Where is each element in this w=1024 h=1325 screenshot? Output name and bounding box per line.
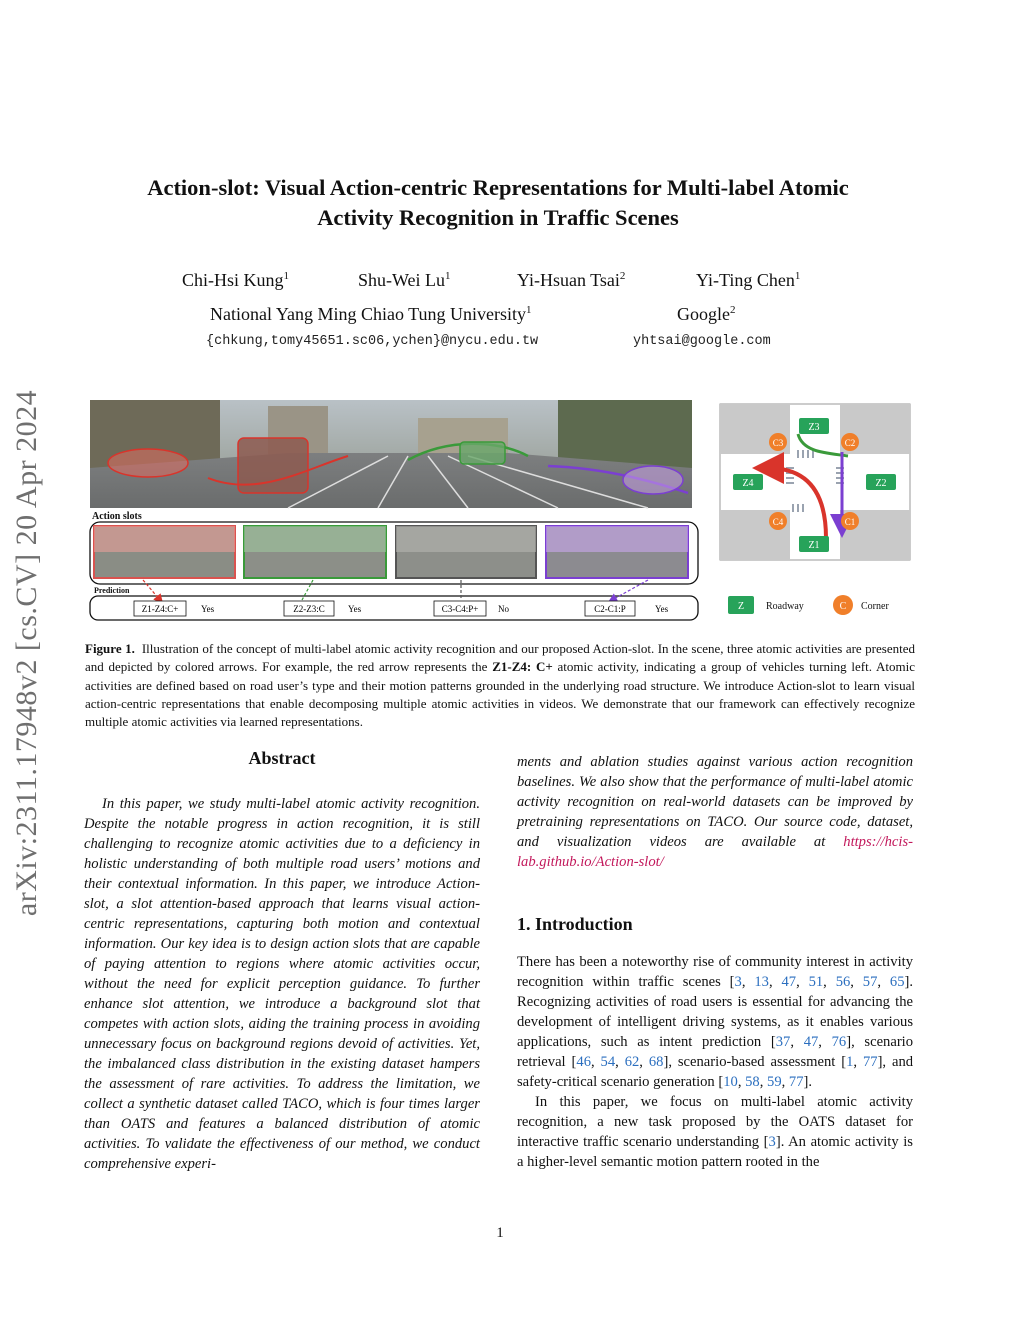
svg-text:C3-C4:P+: C3-C4:P+ bbox=[441, 604, 479, 614]
action-slots-label: Action slots bbox=[92, 511, 142, 522]
intro-heading: 1. Introduction bbox=[517, 914, 633, 934]
svg-text:Z1-Z4:C+: Z1-Z4:C+ bbox=[141, 604, 179, 614]
citation-link[interactable]: 68 bbox=[648, 1054, 664, 1070]
zone-z1 bbox=[799, 536, 829, 552]
intro-text: , bbox=[759, 1074, 768, 1090]
svg-text:Yes: Yes bbox=[201, 604, 215, 614]
abstract-continuation: ments and ablation studies against various action recognition baselines. We also show that the performance of multi-label atomic activity recognition on real-world datasets can be improved by pretraining representations on TACO. Our source code, dataset, and visualization videos are available at https://hcis-lab.github.io/Action-slot/ bbox=[517, 754, 913, 870]
intro-text: , bbox=[850, 974, 863, 990]
intro-paragraph-1 bbox=[517, 952, 913, 1092]
citation-link[interactable]: 62 bbox=[624, 1054, 640, 1070]
zone-z3 bbox=[799, 418, 829, 434]
svg-text:C2: C2 bbox=[844, 438, 856, 448]
svg-text:C2-C1:P: C2-C1:P bbox=[594, 604, 626, 614]
intro-text: , bbox=[823, 974, 836, 990]
abstract-heading: Abstract bbox=[248, 748, 316, 768]
svg-text:Z: Z bbox=[737, 601, 745, 612]
svg-text:Roadway: Roadway bbox=[766, 601, 804, 612]
corner-c2 bbox=[841, 433, 859, 451]
paper-title bbox=[60, 173, 936, 233]
citation-link[interactable]: 58 bbox=[745, 1074, 760, 1090]
prediction-4 bbox=[585, 601, 669, 616]
svg-text:Z3: Z3 bbox=[808, 422, 820, 433]
citation-link[interactable]: 57 bbox=[862, 974, 878, 990]
svg-text:Corner: Corner bbox=[861, 601, 889, 612]
intro-text: ]. An atomic activity is a higher-level semantic motion pattern rooted in the bbox=[517, 1134, 913, 1170]
title-line-2: Activity Recognition in Traffic Scenes bbox=[317, 205, 679, 230]
intro-text: , bbox=[877, 974, 890, 990]
corner-c3 bbox=[769, 433, 787, 451]
intro-text: , bbox=[768, 974, 782, 990]
caption-text-b: atomic activity, indicating a group of vehicles turning left. Atomic activities are defined based on road user’s type and their motion patterns grounded in the underlying road structure. We introduce Action-slot to learn visual action-centric representations that enable decomposing multiple atomic activities in videos. We demonstrate that our framework can effectively recognize multiple atomic activities via learned representations. bbox=[85, 659, 915, 730]
intro-text: , bbox=[590, 1054, 601, 1070]
svg-text:Z4: Z4 bbox=[742, 478, 754, 489]
intro-text: , bbox=[853, 1054, 863, 1070]
figure-caption bbox=[85, 640, 915, 731]
svg-text:C: C bbox=[839, 601, 847, 612]
intro-body bbox=[517, 952, 913, 1172]
email-1: {chkung,tomy45651.sc06,ychen}@nycu.edu.tw bbox=[206, 334, 539, 349]
svg-text:Yes: Yes bbox=[348, 604, 362, 614]
citation-link[interactable]: 76 bbox=[831, 1034, 847, 1050]
project-link[interactable]: https://hcis-lab.github.io/Action-slot/ bbox=[517, 834, 913, 870]
citation-link[interactable]: 13 bbox=[754, 974, 769, 990]
prediction-1 bbox=[134, 601, 215, 616]
traffic-scene-image bbox=[90, 400, 692, 508]
author-1: Chi-Hsi Kung$^1$ bbox=[182, 270, 290, 290]
zone-z2 bbox=[866, 474, 896, 490]
svg-text:Z2-Z3:C: Z2-Z3:C bbox=[293, 604, 325, 614]
intro-text: , bbox=[796, 974, 809, 990]
citation-link[interactable]: 10 bbox=[723, 1074, 738, 1090]
intro-text: , bbox=[639, 1054, 649, 1070]
intro-text: , bbox=[818, 1034, 832, 1050]
citation-link[interactable]: 46 bbox=[576, 1054, 591, 1070]
citation-link[interactable]: 3 bbox=[768, 1134, 776, 1150]
legend-roadway bbox=[728, 596, 804, 614]
caption-text-a: Illustration of the concept of multi-label atomic activity recognition and our proposed Action-slot. In the scene, three atomic activities are presented and depicted by colored arrows. For example, the red arrow represents the bbox=[85, 641, 915, 675]
arxiv-stamp: arXiv:2311.17948v2 [cs.CV] 20 Apr 2024 bbox=[10, 389, 43, 917]
citation-link[interactable]: 65 bbox=[889, 974, 905, 990]
abstract-body bbox=[84, 794, 480, 1174]
intro-text: , bbox=[781, 1074, 789, 1090]
abstract-text: In this paper, we study multi-label atomic activity recognition. Despite the notable progress in action recognition, it is still challenging to recognize atomic activities due to a deficiency in holistic understanding of both multiple road users’ motions and their contextual information. In this paper, we introduce Action-slot, a slot attention-based approach that learns visual action-centric representations, capturing both motion and contextual information. Our key idea is to design action slots that are capable of paying attention to regions where atomic activities occur, without the need for explicit perception guidance. To further enhance slot attention, we introduce a background slot that competes with action slots, aiding the training process in avoiding unnecessary focus on background regions devoid of activities. Yet, the imbalanced class distribution in the existing dataset hampers the assessment of rare activities. To address the limitation, we collect a synthetic dataset called TACO, which is four times larger than OATS and features a balanced distribution of atomic activities. To validate the effectiveness of our method, we conduct comprehensive experi- bbox=[84, 796, 480, 1172]
intro-paragraph-2 bbox=[517, 1092, 913, 1172]
citation-link[interactable]: 56 bbox=[835, 974, 851, 990]
svg-text:C3: C3 bbox=[772, 438, 784, 448]
intro-text: , bbox=[615, 1054, 625, 1070]
author-4: Yi-Ting Chen$^1$ bbox=[696, 270, 801, 290]
citation-link[interactable]: 47 bbox=[781, 974, 797, 990]
citation-link[interactable]: 77 bbox=[862, 1054, 878, 1070]
citation-link[interactable]: 59 bbox=[767, 1074, 782, 1090]
citation-link[interactable]: 77 bbox=[788, 1074, 804, 1090]
svg-text:Yes: Yes bbox=[655, 604, 669, 614]
author-3: Yi-Hsuan Tsai$^2$ bbox=[517, 270, 626, 290]
svg-text:Z1: Z1 bbox=[808, 540, 820, 551]
intro-text: ], scenario retrieval [ bbox=[517, 1034, 914, 1070]
citation-link[interactable]: 54 bbox=[600, 1054, 616, 1070]
intro-text: , bbox=[737, 1074, 746, 1090]
title-line-1: Action-slot: Visual Action-centric Representations for Multi-label Atomic bbox=[147, 175, 849, 200]
intro-text: ], and safety-critical scenario generation [ bbox=[517, 1054, 914, 1090]
figure-1 bbox=[88, 398, 918, 624]
prediction-label: Prediction bbox=[94, 586, 130, 595]
caption-label: Figure 1. bbox=[85, 641, 135, 656]
svg-text:No: No bbox=[498, 604, 509, 614]
citation-link[interactable]: 51 bbox=[808, 974, 824, 990]
svg-text:C1: C1 bbox=[844, 517, 856, 527]
legend-corner bbox=[833, 595, 889, 615]
corner-c4 bbox=[769, 512, 787, 530]
email-2: yhtsai@google.com bbox=[633, 334, 771, 349]
affiliation-1: National Yang Ming Chiao Tung University$^1$ bbox=[210, 304, 532, 324]
page-number: 1 bbox=[496, 1225, 504, 1241]
prediction-2 bbox=[284, 601, 362, 616]
intro-text: ]. bbox=[803, 1074, 813, 1090]
citation-link[interactable]: 1 bbox=[846, 1054, 854, 1070]
intro-text: , bbox=[790, 1034, 804, 1050]
citation-link[interactable]: 37 bbox=[775, 1034, 791, 1050]
svg-text:C4: C4 bbox=[772, 517, 784, 527]
prediction-3 bbox=[434, 601, 509, 616]
zone-z4 bbox=[733, 474, 763, 490]
intro-text: In this paper, we focus on multi-label atomic activity recognition, a new task proposed by the OATS dataset for interactive traffic scenario understanding [ bbox=[517, 1094, 913, 1150]
caption-bold: Z1-Z4: C+ bbox=[492, 659, 553, 675]
citation-link[interactable]: 3 bbox=[734, 974, 742, 990]
affiliation-2: Google$^2$ bbox=[677, 304, 736, 324]
intro-text: , bbox=[741, 974, 755, 990]
intro-text: ], scenario-based assessment [ bbox=[663, 1054, 847, 1070]
intro-text: There has been a noteworthy rise of community interest in activity recognition within traffic scenes [ bbox=[517, 954, 913, 990]
intro-text: ]. Recognizing activities of road users is essential for advancing the development of intelligent driving systems, as it enables various applications, such as intent prediction [ bbox=[517, 974, 914, 1050]
right-column bbox=[517, 752, 913, 872]
svg-text:Z2: Z2 bbox=[875, 478, 887, 489]
citation-link[interactable]: 47 bbox=[803, 1034, 819, 1050]
corner-c1 bbox=[841, 512, 859, 530]
author-2: Shu-Wei Lu$^1$ bbox=[358, 270, 451, 290]
